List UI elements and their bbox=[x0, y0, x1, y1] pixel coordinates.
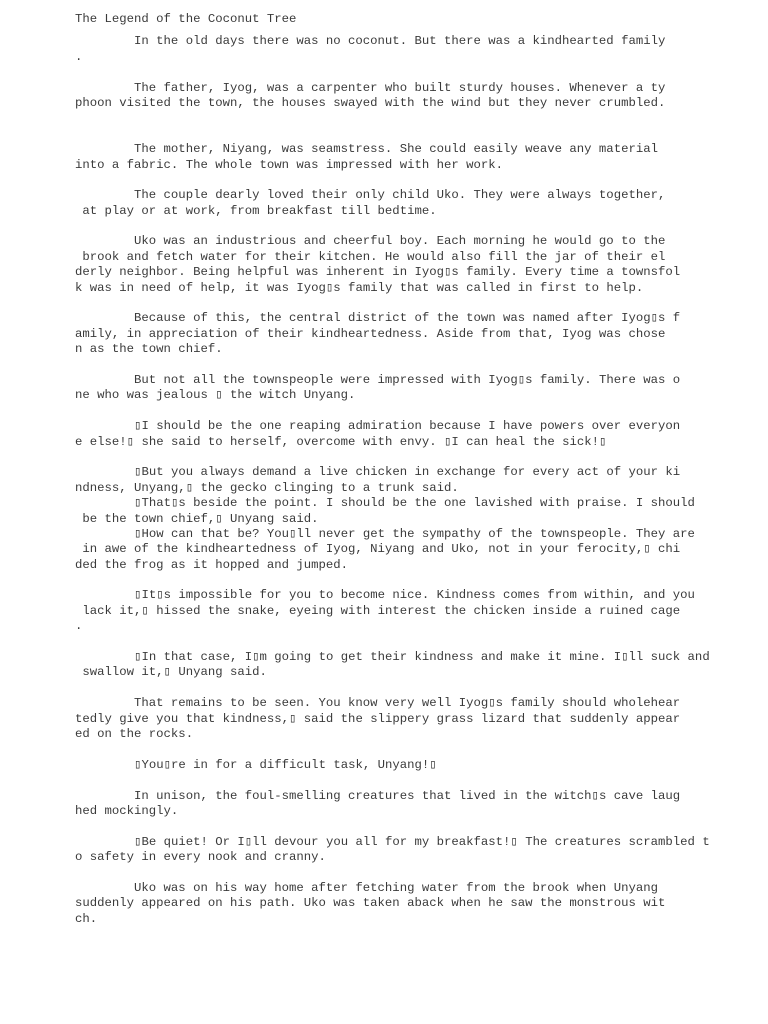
text-line: In unison, the foul-smelling creatures that lived in the witch▯s cave laug bbox=[75, 788, 681, 803]
blank-line bbox=[75, 773, 755, 788]
blank-line bbox=[75, 635, 755, 650]
text-line: Because of this, the central district of the town was named after Iyog▯s f bbox=[75, 311, 681, 326]
text-line: ▯But you always demand a live chicken in exchange for every act of your ki bbox=[75, 465, 681, 480]
blank-line bbox=[75, 865, 755, 880]
text-line: ch. bbox=[75, 911, 98, 926]
text-line: In the old days there was no coconut. But there was a kindhearted family bbox=[75, 34, 666, 49]
text-line: Uko was on his way home after fetching water from the brook when Unyang bbox=[75, 880, 658, 895]
text-line: o safety in every nook and cranny. bbox=[75, 850, 326, 865]
text-line: Uko was an industrious and cheerful boy. Each morning he would go to the bbox=[75, 234, 666, 249]
text-line: ed on the rocks. bbox=[75, 726, 194, 741]
blank-line bbox=[75, 573, 755, 588]
text-line: The father, Iyog, was a carpenter who built sturdy houses. Whenever a ty bbox=[75, 80, 666, 95]
text-line: ded the frog as it hopped and jumped. bbox=[75, 557, 349, 572]
blank-line bbox=[75, 127, 755, 142]
blank-line bbox=[75, 819, 755, 834]
text-line: lack it,▯ hissed the snake, eyeing with interest the chicken inside a ruined cage bbox=[75, 603, 681, 618]
text-line: ▯That▯s beside the point. I should be the one lavished with praise. I should bbox=[75, 496, 695, 511]
text-line: . bbox=[75, 619, 83, 634]
blank-line bbox=[75, 681, 755, 696]
text-line: The mother, Niyang, was seamstress. She could easily weave any material bbox=[75, 142, 658, 157]
text-line: tedly give you that kindness,▯ said the slippery grass lizard that suddenly appear bbox=[75, 711, 681, 726]
text-line: ▯You▯re in for a difficult task, Unyang!▯ bbox=[75, 757, 437, 772]
text-line: ▯It▯s impossible for you to become nice. Kindness comes from within, and you bbox=[75, 588, 695, 603]
text-line: brook and fetch water for their kitchen. He would also fill the jar of their el bbox=[75, 249, 666, 264]
blank-line bbox=[75, 296, 755, 311]
text-line: hed mockingly. bbox=[75, 803, 179, 818]
blank-line bbox=[75, 111, 755, 126]
document-title: The Legend of the Coconut Tree bbox=[75, 12, 297, 26]
text-line: in awe of the kindheartedness of Iyog, Niyang and Uko, not in your ferocity,▯ chi bbox=[75, 542, 681, 557]
blank-line bbox=[75, 219, 755, 234]
text-line: . bbox=[75, 49, 83, 64]
text-line: ndness, Unyang,▯ the gecko clinging to a trunk said. bbox=[75, 480, 459, 495]
text-line: derly neighbor. Being helpful was inherent in Iyog▯s family. Every time a townsfol bbox=[75, 265, 681, 280]
text-line: phoon visited the town, the houses swayed with the wind but they never crumbled. bbox=[75, 95, 666, 110]
text-line: into a fabric. The whole town was impressed with her work. bbox=[75, 157, 504, 172]
text-line: be the town chief,▯ Unyang said. bbox=[75, 511, 319, 526]
document-body bbox=[75, 34, 755, 927]
blank-line bbox=[75, 173, 755, 188]
text-line: ne who was jealous ▯ the witch Unyang. bbox=[75, 388, 356, 403]
text-line: at play or at work, from breakfast till bedtime. bbox=[75, 203, 437, 218]
text-line: k was in need of help, it was Iyog▯s family that was called in first to help. bbox=[75, 280, 644, 295]
text-line: amily, in appreciation of their kindheartedness. Aside from that, Iyog was chose bbox=[75, 326, 666, 341]
blank-line bbox=[75, 450, 755, 465]
blank-line bbox=[75, 65, 755, 80]
text-line: But not all the townspeople were impressed with Iyog▯s family. There was o bbox=[75, 372, 681, 387]
text-line: ▯In that case, I▯m going to get their kindness and make it mine. I▯ll suck and bbox=[75, 650, 710, 665]
document-page bbox=[75, 12, 755, 927]
blank-line bbox=[75, 404, 755, 419]
blank-line bbox=[75, 358, 755, 373]
text-line: suddenly appeared on his path. Uko was taken aback when he saw the monstrous wit bbox=[75, 896, 666, 911]
text-line: n as the town chief. bbox=[75, 342, 223, 357]
blank-line bbox=[75, 742, 755, 757]
text-line: ▯Be quiet! Or I▯ll devour you all for my breakfast!▯ The creatures scrambled t bbox=[75, 834, 710, 849]
text-line: e else!▯ she said to herself, overcome with envy. ▯I can heal the sick!▯ bbox=[75, 434, 607, 449]
text-line: That remains to be seen. You know very well Iyog▯s family should wholehear bbox=[75, 696, 681, 711]
text-line: swallow it,▯ Unyang said. bbox=[75, 665, 267, 680]
text-line: ▯I should be the one reaping admiration because I have powers over everyon bbox=[75, 419, 681, 434]
text-line: ▯How can that be? You▯ll never get the sympathy of the townspeople. They are bbox=[75, 526, 695, 541]
text-line: The couple dearly loved their only child Uko. They were always together, bbox=[75, 188, 666, 203]
spacer bbox=[75, 27, 755, 34]
